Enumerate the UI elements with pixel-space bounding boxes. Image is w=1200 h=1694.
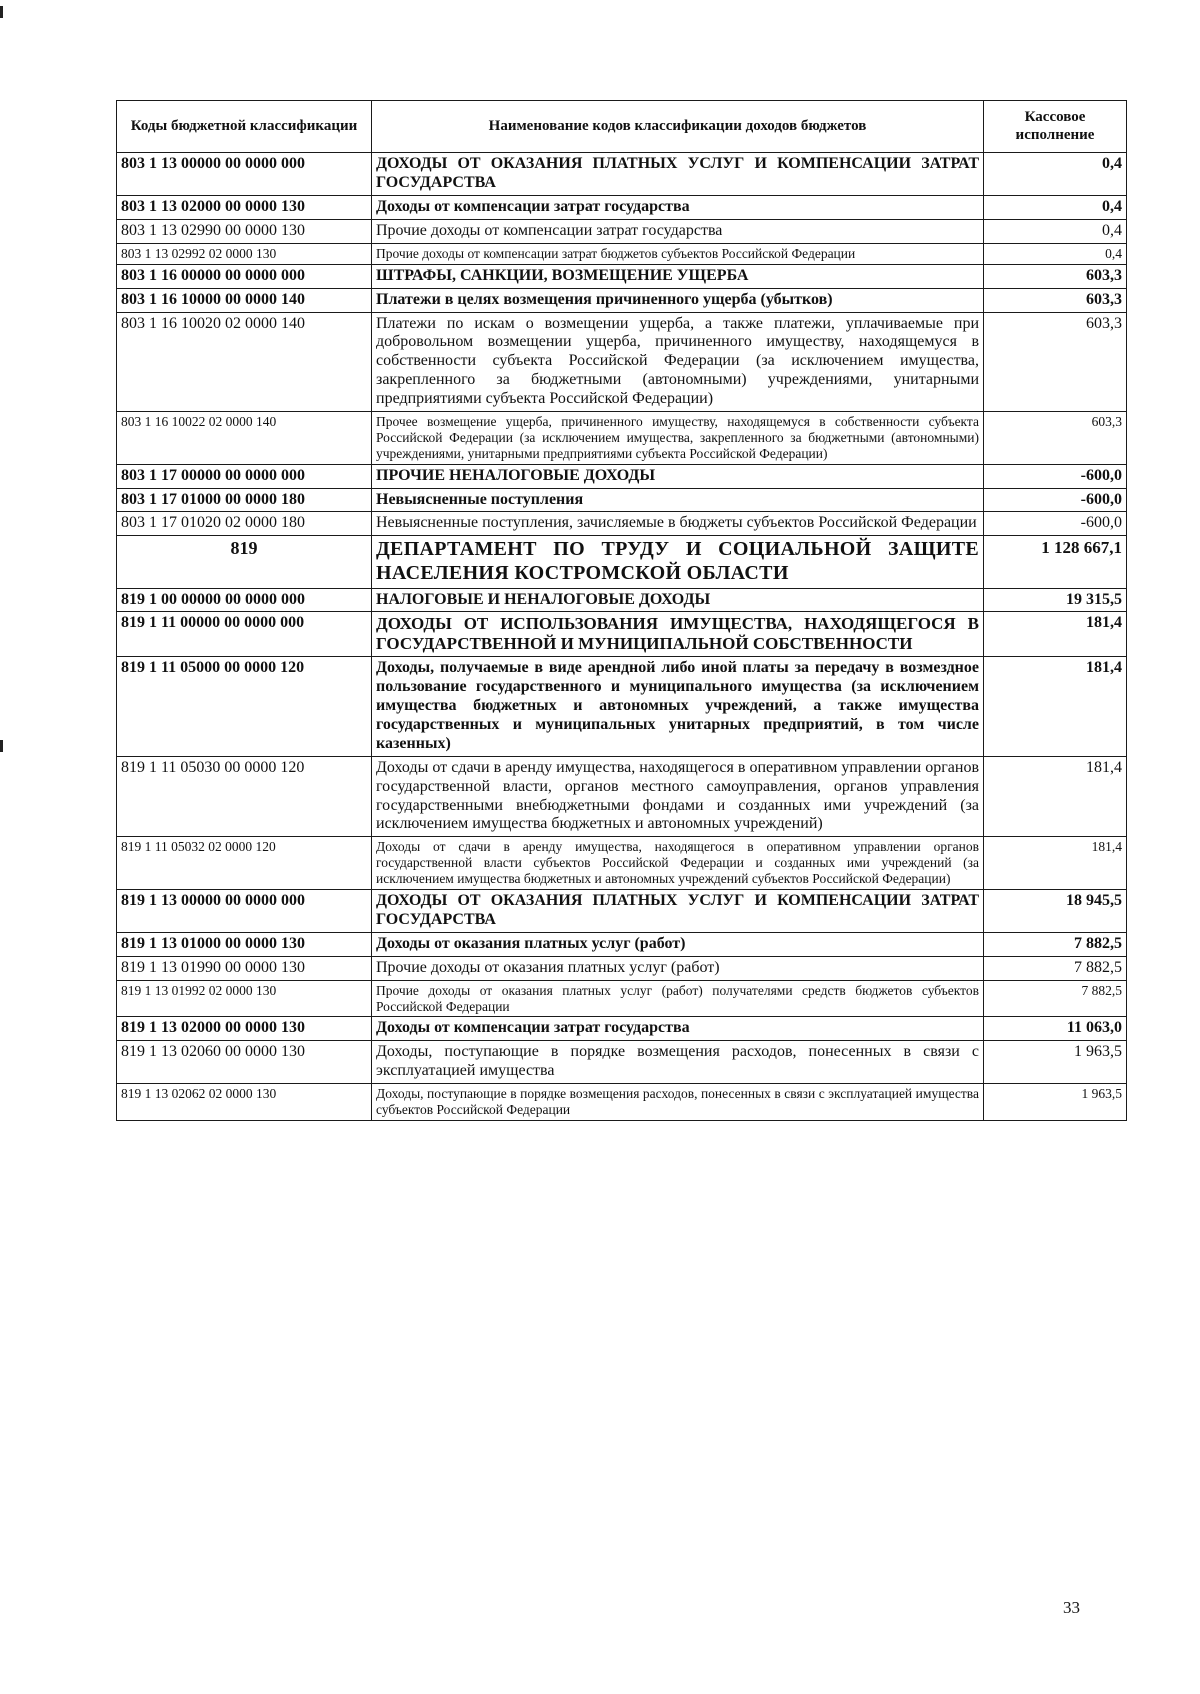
cell-name: Доходы от компенсации затрат государства — [372, 196, 984, 220]
header-value: Кассовое исполнение — [984, 101, 1127, 153]
cell-name: Доходы, получаемые в виде арендной либо иной платы за передачу в возмездное пользование государственного и муниципального имущества (за исключением имущества бюджетных и автономных учреждений, а также имущества государственных и муниципальных унитарных предприятий, в том числе казенных) — [372, 657, 984, 756]
cell-name: Доходы, поступающие в порядке возмещения расходов, понесенных в связи с эксплуатацией имущества субъектов Российской Федерации — [372, 1084, 984, 1121]
cell-code: 803 1 16 10022 02 0000 140 — [117, 411, 372, 464]
cell-code: 819 1 13 00000 00 0000 000 — [117, 890, 372, 933]
table-row — [117, 612, 1127, 657]
cell-value: 0,4 — [984, 196, 1127, 220]
cell-value: -600,0 — [984, 512, 1127, 536]
cell-name: Прочие доходы от компенсации затрат государства — [372, 220, 984, 244]
table-row — [117, 1084, 1127, 1121]
table-row — [117, 588, 1127, 612]
table-row — [117, 1017, 1127, 1041]
table-row — [117, 220, 1127, 244]
cell-code: 803 1 13 02000 00 0000 130 — [117, 196, 372, 220]
cell-value: 181,4 — [984, 837, 1127, 890]
cell-code: 819 1 13 01000 00 0000 130 — [117, 932, 372, 956]
cell-code: 819 1 00 00000 00 0000 000 — [117, 588, 372, 612]
table-row — [117, 956, 1127, 980]
cell-code: 819 1 13 02060 00 0000 130 — [117, 1041, 372, 1084]
cell-code: 819 1 11 05032 02 0000 120 — [117, 837, 372, 890]
table-row — [117, 756, 1127, 837]
cell-code: 803 1 17 01000 00 0000 180 — [117, 488, 372, 512]
cell-name: ПРОЧИЕ НЕНАЛОГОВЫЕ ДОХОДЫ — [372, 464, 984, 488]
cell-name: Платежи по искам о возмещении ущерба, а также платежи, уплачиваемые при добровольном возмещении ущерба, причиненного имуществу, находящемуся в собственности субъекта Российской Федерации (за исключением имущества, закрепленного за бюджетными (автономными) учреждениями, унитарными предприятиями субъекта Российской Федерации) — [372, 312, 984, 411]
cell-value: 181,4 — [984, 657, 1127, 756]
cell-name: Прочие доходы от оказания платных услуг (работ) — [372, 956, 984, 980]
cell-value: 0,4 — [984, 220, 1127, 244]
cell-name: ДОХОДЫ ОТ ИСПОЛЬЗОВАНИЯ ИМУЩЕСТВА, НАХОДЯЩЕГОСЯ В ГОСУДАРСТВЕННОЙ И МУНИЦИПАЛЬНОЙ СОБСТВЕННОСТИ — [372, 612, 984, 657]
cell-code: 819 1 13 02000 00 0000 130 — [117, 1017, 372, 1041]
cell-code: 819 1 13 01990 00 0000 130 — [117, 956, 372, 980]
header-name: Наименование кодов классификации доходов бюджетов — [372, 101, 984, 153]
scan-margin-mark — [0, 6, 3, 18]
cell-code: 803 1 17 01020 02 0000 180 — [117, 512, 372, 536]
cell-value: 603,3 — [984, 288, 1127, 312]
cell-value: 181,4 — [984, 756, 1127, 837]
cell-value: 7 882,5 — [984, 932, 1127, 956]
cell-value: 19 315,5 — [984, 588, 1127, 612]
cell-code: 819 1 11 00000 00 0000 000 — [117, 612, 372, 657]
table-row — [117, 312, 1127, 411]
cell-name: Доходы от сдачи в аренду имущества, находящегося в оперативном управлении органов государственной власти, органов местного самоуправления, органов управления государственными внебюджетными фондами и созданных ими учреждений (за исключением имущества бюджетных и автономных учреждений) — [372, 756, 984, 837]
cell-code: 819 1 11 05030 00 0000 120 — [117, 756, 372, 837]
table-row — [117, 1041, 1127, 1084]
table-row — [117, 196, 1127, 220]
table-row — [117, 512, 1127, 536]
cell-value: 1 128 667,1 — [984, 536, 1127, 588]
cell-name: ДОХОДЫ ОТ ОКАЗАНИЯ ПЛАТНЫХ УСЛУГ И КОМПЕНСАЦИИ ЗАТРАТ ГОСУДАРСТВА — [372, 153, 984, 196]
cell-value: 603,3 — [984, 312, 1127, 411]
cell-code: 803 1 17 00000 00 0000 000 — [117, 464, 372, 488]
table-row — [117, 243, 1127, 264]
cell-value: 7 882,5 — [984, 980, 1127, 1017]
table-row — [117, 411, 1127, 464]
page-number: 33 — [1063, 1598, 1080, 1617]
cell-value: 0,4 — [984, 243, 1127, 264]
cell-value: 181,4 — [984, 612, 1127, 657]
cell-name: НАЛОГОВЫЕ И НЕНАЛОГОВЫЕ ДОХОДЫ — [372, 588, 984, 612]
cell-value: 1 963,5 — [984, 1041, 1127, 1084]
cell-code: 803 1 13 02990 00 0000 130 — [117, 220, 372, 244]
cell-name: Прочие доходы от оказания платных услуг (работ) получателями средств бюджетов субъектов Российской Федерации — [372, 980, 984, 1017]
cell-name: ШТРАФЫ, САНКЦИИ, ВОЗМЕЩЕНИЕ УЩЕРБА — [372, 264, 984, 288]
cell-code: 819 1 13 02062 02 0000 130 — [117, 1084, 372, 1121]
cell-name: ДЕПАРТАМЕНТ ПО ТРУДУ И СОЦИАЛЬНОЙ ЗАЩИТЕ НАСЕЛЕНИЯ КОСТРОМСКОЙ ОБЛАСТИ — [372, 536, 984, 588]
cell-name: Доходы, поступающие в порядке возмещения расходов, понесенных в связи с эксплуатацией имущества — [372, 1041, 984, 1084]
cell-name: ДОХОДЫ ОТ ОКАЗАНИЯ ПЛАТНЫХ УСЛУГ И КОМПЕНСАЦИИ ЗАТРАТ ГОСУДАРСТВА — [372, 890, 984, 933]
cell-value: 0,4 — [984, 153, 1127, 196]
table-row — [117, 153, 1127, 196]
table-row — [117, 264, 1127, 288]
cell-value: 603,3 — [984, 411, 1127, 464]
cell-value: 603,3 — [984, 264, 1127, 288]
table-row — [117, 488, 1127, 512]
cell-value: 11 063,0 — [984, 1017, 1127, 1041]
table-row — [117, 932, 1127, 956]
cell-code: 803 1 13 00000 00 0000 000 — [117, 153, 372, 196]
cell-name: Доходы от компенсации затрат государства — [372, 1017, 984, 1041]
cell-value: 18 945,5 — [984, 890, 1127, 933]
cell-name: Прочие доходы от компенсации затрат бюджетов субъектов Российской Федерации — [372, 243, 984, 264]
table-row — [117, 657, 1127, 756]
table-row — [117, 837, 1127, 890]
cell-code: 819 1 11 05000 00 0000 120 — [117, 657, 372, 756]
cell-code: 803 1 16 00000 00 0000 000 — [117, 264, 372, 288]
cell-name: Доходы от сдачи в аренду имущества, находящегося в оперативном управлении органов государственной власти субъектов Российской Федерации и созданных ими учреждений (за исключением имущества бюджетных и автономных учреждений субъектов Российской Федерации) — [372, 837, 984, 890]
cell-code: 819 — [117, 536, 372, 588]
cell-name: Платежи в целях возмещения причиненного ущерба (убытков) — [372, 288, 984, 312]
cell-name: Прочее возмещение ущерба, причиненного имуществу, находящемуся в собственности субъекта Российской Федерации (за исключением имущества, закрепленного за бюджетными (автономными) учреждениями, унитарными предприятиями субъекта Российской Федерации) — [372, 411, 984, 464]
cell-code: 803 1 16 10000 00 0000 140 — [117, 288, 372, 312]
table-header — [117, 101, 1127, 153]
scan-margin-mark — [0, 740, 3, 752]
table-row — [117, 288, 1127, 312]
cell-value: -600,0 — [984, 488, 1127, 512]
table-row — [117, 890, 1127, 933]
table-row — [117, 464, 1127, 488]
cell-code: 803 1 16 10020 02 0000 140 — [117, 312, 372, 411]
budget-revenue-table — [116, 100, 1127, 1121]
table-body — [117, 153, 1127, 1121]
cell-name: Невыясненные поступления — [372, 488, 984, 512]
cell-name: Невыясненные поступления, зачисляемые в бюджеты субъектов Российской Федерации — [372, 512, 984, 536]
cell-code: 803 1 13 02992 02 0000 130 — [117, 243, 372, 264]
table-row — [117, 536, 1127, 588]
table-row — [117, 980, 1127, 1017]
header-code: Коды бюджетной классификации — [117, 101, 372, 153]
cell-name: Доходы от оказания платных услуг (работ) — [372, 932, 984, 956]
cell-value: -600,0 — [984, 464, 1127, 488]
cell-value: 1 963,5 — [984, 1084, 1127, 1121]
cell-code: 819 1 13 01992 02 0000 130 — [117, 980, 372, 1017]
cell-value: 7 882,5 — [984, 956, 1127, 980]
